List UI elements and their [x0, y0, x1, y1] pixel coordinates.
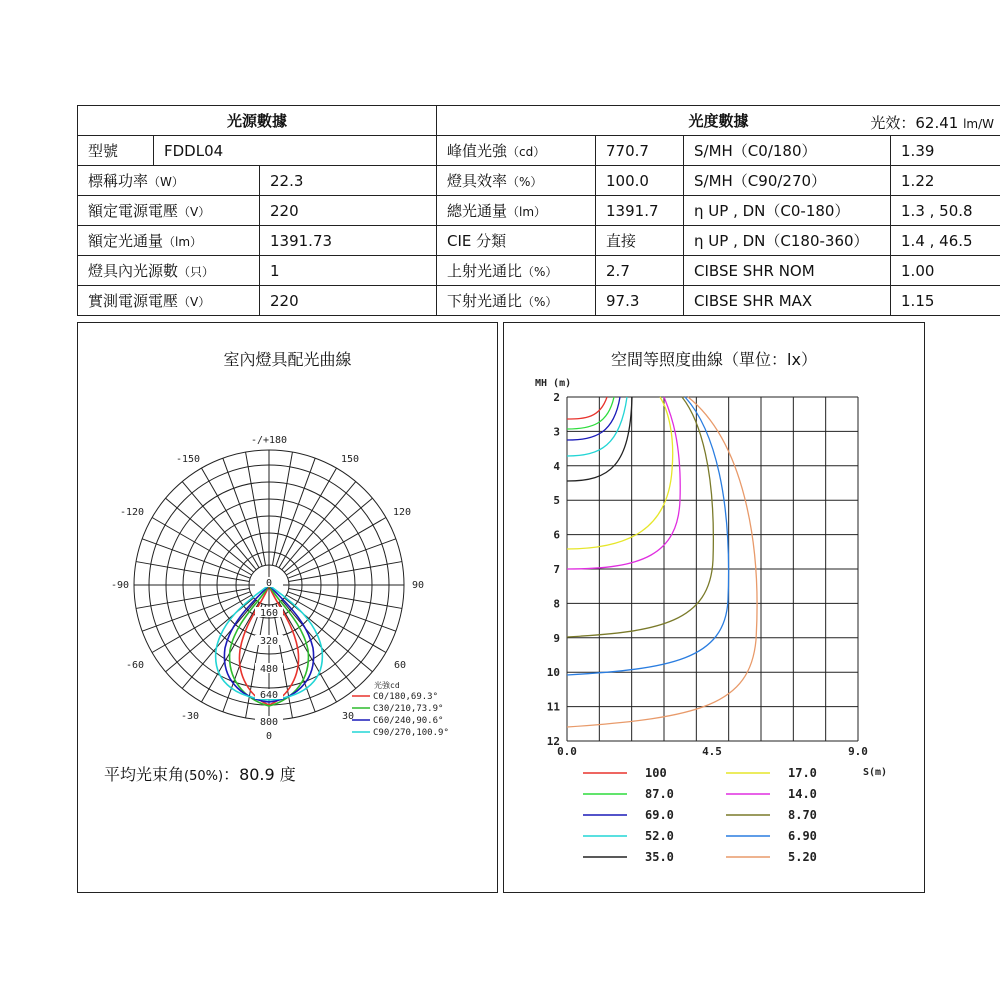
polar-angle-label: -/+180	[250, 435, 288, 446]
polar-legend-title: 光強cd	[374, 681, 400, 690]
polar-angle-label: -90	[110, 580, 130, 591]
row-label: 峰值光強（cd）	[437, 136, 596, 166]
row-label: 額定電源電壓（V）	[78, 196, 260, 226]
polar-angle-label: 150	[340, 454, 360, 465]
isolux-x-tick: 0.0	[557, 745, 577, 758]
isolux-curve	[567, 397, 729, 675]
row-value: 1.00	[891, 256, 1000, 286]
polar-ring-label: 800	[259, 717, 279, 728]
row-value: 1.3 , 50.8	[891, 196, 1000, 226]
isolux-y-tick: 12	[546, 735, 560, 748]
isolux-y-tick: 10	[546, 666, 560, 680]
row-label: 額定光通量（lm）	[78, 226, 260, 256]
polar-ring-label: 480	[259, 664, 279, 675]
isolux-x-tick: 4.5	[702, 745, 722, 758]
efficacy-label: 光效：62.41	[870, 114, 959, 132]
row-value: 2.7	[596, 256, 684, 286]
isolux-legend-label: 69.0	[645, 808, 674, 822]
row-value: 100.0	[596, 166, 684, 196]
isolux-legend-label: 100	[645, 766, 667, 780]
isolux-legend-label: 8.70	[788, 808, 817, 822]
isolux-curve	[567, 397, 713, 637]
isolux-y-tick: 11	[546, 700, 560, 714]
polar-angle-label: -60	[125, 660, 145, 671]
beam-angle-value: ：80.9 度	[223, 765, 296, 784]
isolux-y-tick: 6	[553, 528, 560, 542]
row-value: 770.7	[596, 136, 684, 166]
row-value: 97.3	[596, 286, 684, 316]
polar-angle-label: 90	[411, 580, 425, 591]
isolux-curve	[567, 397, 680, 569]
isolux-legend-label: 35.0	[645, 850, 674, 864]
polar-angle-label: -120	[119, 507, 145, 518]
row-value: FDDL04	[154, 136, 437, 166]
row-label: 上射光通比（%）	[437, 256, 596, 286]
polar-ring-label: 160	[259, 608, 279, 619]
isolux-x-axis-label: S(m)	[862, 767, 888, 778]
isolux-y-axis-label: MH (m)	[535, 378, 572, 389]
row-label: η UP , DN（C0-180）	[684, 196, 891, 226]
polar-angle-label: 30	[341, 711, 355, 722]
isolux-legend-label: 52.0	[645, 829, 674, 843]
isolux-curve	[567, 397, 673, 549]
isolux-legend-label: 6.90	[788, 829, 817, 843]
polar-angle-label: 120	[392, 507, 412, 518]
row-label: 標稱功率（W）	[78, 166, 260, 196]
efficacy-unit: lm/W	[963, 117, 995, 131]
row-label: S/MH（C0/180）	[684, 136, 891, 166]
row-label: 總光通量（lm）	[437, 196, 596, 226]
polar-angle-label: -150	[175, 454, 201, 465]
polar-title: 室內燈具配光曲線	[223, 350, 352, 369]
isolux-y-tick: 7	[553, 563, 560, 576]
row-label: CIBSE SHR NOM	[684, 256, 891, 286]
row-label: S/MH（C90/270）	[684, 166, 891, 196]
photometric-header-label: 光度數據	[688, 112, 749, 130]
isolux-y-tick: 4	[553, 459, 560, 473]
polar-ring-label: 640	[259, 690, 279, 701]
row-label: η UP , DN（C180-360）	[684, 226, 891, 256]
polar-angle-label: 0	[265, 731, 273, 742]
isolux-legend-label: 87.0	[645, 787, 674, 801]
row-value: 1.22	[891, 166, 1000, 196]
isolux-title: 空間等照度曲線（單位：lx）	[611, 350, 817, 369]
isolux-y-tick: 2	[553, 391, 560, 404]
isolux-y-tick: 3	[553, 425, 560, 439]
isolux-legend-label: 14.0	[788, 787, 817, 801]
row-label: 實測電源電壓（V）	[78, 286, 260, 316]
polar-legend-label: C30/210,73.9°	[373, 704, 444, 714]
isolux-curve	[567, 397, 614, 429]
isolux-y-tick: 9	[553, 631, 560, 645]
row-label: 燈具內光源數（只）	[78, 256, 260, 286]
light-source-header: 光源數據	[78, 106, 437, 136]
polar-ring-label: 320	[259, 636, 279, 647]
row-value: 1391.73	[260, 226, 437, 256]
row-value: 1	[260, 256, 437, 286]
beam-angle-unit: (50%)	[184, 769, 224, 784]
isolux-y-tick: 5	[553, 494, 560, 508]
row-label: CIBSE SHR MAX	[684, 286, 891, 316]
polar-legend-label: C90/270,100.9°	[373, 728, 449, 738]
row-value: 直接	[596, 226, 684, 256]
row-value: 1.39	[891, 136, 1000, 166]
row-value: 1.15	[891, 286, 1000, 316]
isolux-x-tick: 9.0	[848, 745, 868, 758]
polar-legend-label: C60/240,90.6°	[373, 716, 444, 726]
isolux-curve	[567, 397, 607, 419]
row-label: CIE 分類	[437, 226, 596, 256]
polar-angle-label: 60	[393, 660, 407, 671]
row-label: 燈具效率（%）	[437, 166, 596, 196]
row-value: 22.3	[260, 166, 437, 196]
row-label: 下射光通比（%）	[437, 286, 596, 316]
isolux-legend-label: 17.0	[788, 766, 817, 780]
row-value: 1391.7	[596, 196, 684, 226]
polar-legend-label: C0/180,69.3°	[373, 692, 439, 702]
isolux-legend	[583, 766, 817, 864]
isolux-y-tick: 8	[553, 597, 560, 611]
row-value: 1.4 , 46.5	[891, 226, 1000, 256]
polar-ring-label: 0	[265, 578, 273, 589]
row-value: 220	[260, 286, 437, 316]
polar-angle-label: -30	[180, 711, 200, 722]
beam-angle-label: 平均光束角	[104, 765, 185, 784]
isolux-legend-label: 5.20	[788, 850, 817, 864]
row-value: 220	[260, 196, 437, 226]
row-label: 型號	[78, 136, 154, 166]
